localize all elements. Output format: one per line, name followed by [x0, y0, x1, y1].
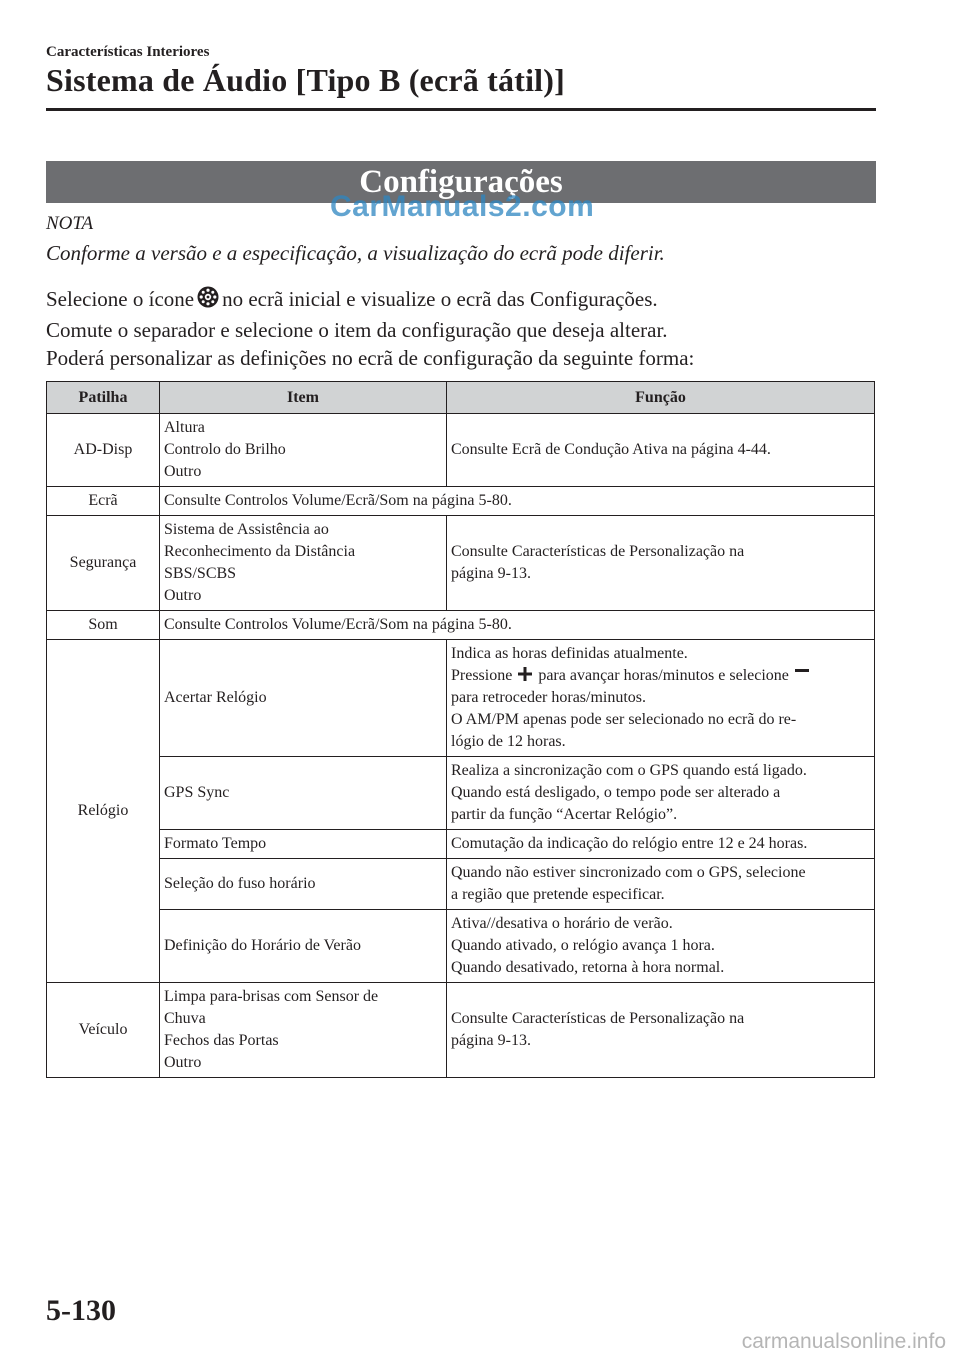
tab-cell: AD-Disp: [47, 414, 160, 487]
header-divider: [46, 108, 876, 111]
function-line: [451, 665, 870, 687]
function-text: para avançar horas/minutos e selecione: [538, 667, 789, 684]
function-cell: Comutação da indicação do relógio entre 12 e 24 horas.: [447, 830, 875, 859]
plus-icon: [518, 666, 532, 680]
footer-site-watermark: carmanualsonline.info: [741, 1330, 946, 1353]
page-number: 5-130: [46, 1294, 116, 1327]
function-line: Quando desativado, retorna à hora normal.: [451, 959, 725, 976]
intro-line-1-before: Selecione o ícone: [46, 287, 195, 311]
item-line: Outro: [164, 1054, 202, 1071]
header-item: Item: [160, 382, 447, 414]
function-line: Quando está desligado, o tempo pode ser alterado a: [451, 784, 781, 801]
table-row-seguranca: [47, 516, 875, 611]
chapter-title: Sistema de Áudio [Tipo B (ecrã tátil)]: [46, 62, 565, 98]
item-cell: Acertar Relógio: [160, 640, 447, 757]
item-cell: Formato Tempo: [160, 830, 447, 859]
function-line: Quando ativado, o relógio avança 1 hora.: [451, 937, 715, 954]
function-cell: Consulte Ecrã de Condução Ativa na página 4-44.: [447, 414, 875, 487]
item-line: Outro: [164, 463, 202, 480]
function-text: Pressione: [451, 667, 513, 684]
function-line: Realiza a sincronização com o GPS quando está ligado.: [451, 762, 807, 779]
minus-icon: [795, 666, 809, 680]
function-line: página 9-13.: [451, 1032, 531, 1049]
intro-line-1-after: no ecrã inicial e visualize o ecrã das Configurações.: [222, 287, 658, 311]
item-cell: [160, 516, 447, 611]
function-line: Consulte Características de Personalização na: [451, 1010, 745, 1027]
function-line: Ativa//desativa o horário de verão.: [451, 915, 673, 932]
header-patilha: Patilha: [47, 382, 160, 414]
item-line: Controlo do Brilho: [164, 441, 286, 458]
function-line: Indica as horas definidas atualmente.: [451, 645, 688, 662]
function-cell: [447, 640, 875, 757]
function-line: partir da função “Acertar Relógio”.: [451, 806, 678, 823]
function-line: O AM/PM apenas pode ser selecionado no ecrã do re-: [451, 711, 797, 728]
table-row-veiculo: [47, 983, 875, 1078]
tab-cell: Relógio: [47, 640, 160, 983]
banner-title: Configurações: [359, 163, 563, 200]
table-row-ecra: [47, 487, 875, 516]
table-row-formato-tempo: [47, 830, 875, 859]
table-row-fuso-horario: [47, 859, 875, 910]
function-cell: [447, 859, 875, 910]
intro-line-1: [46, 286, 658, 312]
note-title: NOTA: [46, 213, 94, 234]
function-line: Quando não estiver sincronizado com o GPS, selecione: [451, 864, 806, 881]
table-row-gps-sync: [47, 757, 875, 830]
item-line: Outro: [164, 587, 202, 604]
function-line: lógio de 12 horas.: [451, 733, 566, 750]
function-line: página 9-13.: [451, 565, 531, 582]
item-cell: [160, 414, 447, 487]
table-row-horario-verao: [47, 910, 875, 983]
settings-table: [46, 381, 875, 1078]
tab-cell: Veículo: [47, 983, 160, 1078]
item-line: Fechos das Portas: [164, 1032, 279, 1049]
function-line: Consulte Características de Personalização na: [451, 543, 745, 560]
item-cell: GPS Sync: [160, 757, 447, 830]
item-line: Limpa para-brisas com Sensor de: [164, 988, 379, 1005]
intro-line-2: Comute o separador e selecione o item da configuração que deseja alterar.: [46, 318, 668, 342]
tab-cell: Segurança: [47, 516, 160, 611]
item-line: SBS/SCBS: [164, 565, 237, 582]
function-cell: [447, 910, 875, 983]
function-cell: [447, 983, 875, 1078]
item-cell: Definição do Horário de Verão: [160, 910, 447, 983]
function-cell: [447, 757, 875, 830]
header-funcao: Função: [447, 382, 875, 414]
merged-cell: Consulte Controlos Volume/Ecrã/Som na página 5-80.: [160, 611, 875, 640]
function-line: a região que pretende especificar.: [451, 886, 665, 903]
note-text: Conforme a versão e a especificação, a visualização do ecrã pode diferir.: [46, 241, 665, 265]
item-cell: Seleção do fuso horário: [160, 859, 447, 910]
table-row-som: [47, 611, 875, 640]
item-line: Reconhecimento da Distância: [164, 543, 356, 560]
table-row-acertar-relogio: [47, 640, 875, 757]
section-label: Características Interiores: [46, 44, 210, 60]
item-line: Chuva: [164, 1010, 206, 1027]
function-cell: [447, 516, 875, 611]
watermark-logo: CarManuals2.com: [330, 190, 595, 223]
item-line: Sistema de Assistência ao: [164, 521, 329, 538]
item-cell: [160, 983, 447, 1078]
intro-line-3: Poderá personalizar as definições no ecrã de configuração da seguinte forma:: [46, 346, 695, 370]
tab-cell: Ecrã: [47, 487, 160, 516]
function-line: para retroceder horas/minutos.: [451, 689, 647, 706]
settings-gear-icon: [197, 286, 219, 308]
tab-cell: Som: [47, 611, 160, 640]
merged-cell: Consulte Controlos Volume/Ecrã/Som na página 5-80.: [160, 487, 875, 516]
table-row-ad-disp: [47, 414, 875, 487]
table-header-row: [47, 382, 875, 414]
item-line: Altura: [164, 419, 205, 436]
